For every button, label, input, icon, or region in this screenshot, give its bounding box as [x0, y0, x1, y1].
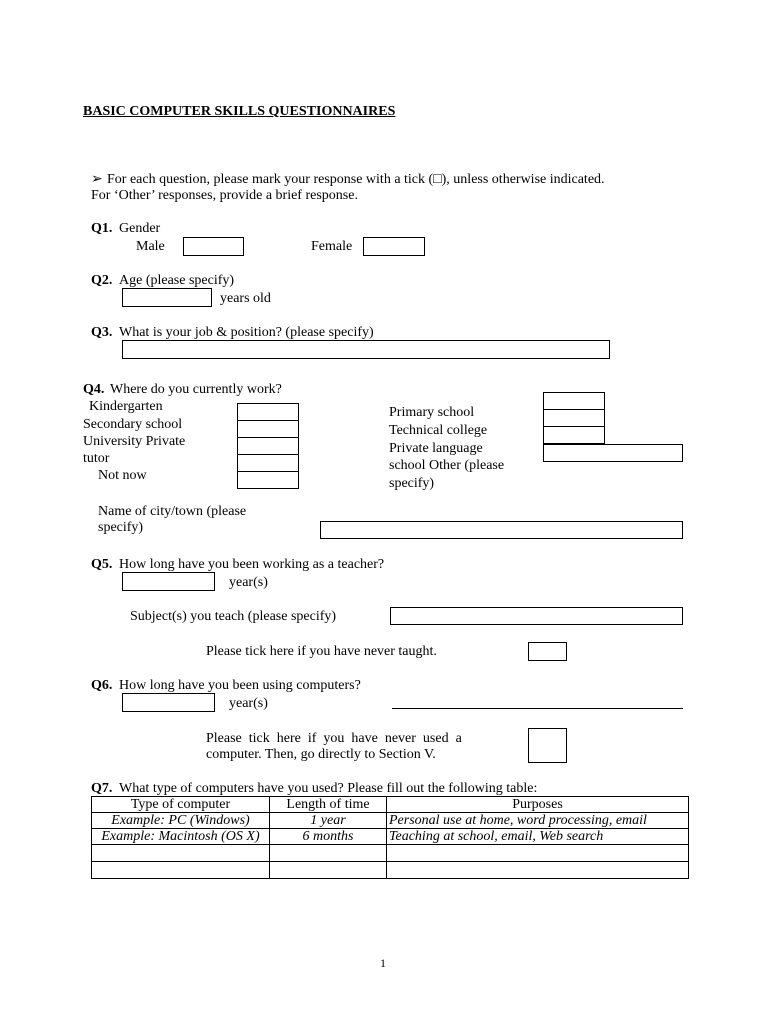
q3-job-input[interactable]	[122, 340, 610, 359]
table-row[interactable]	[92, 845, 689, 862]
q3-number: Q3.	[91, 325, 113, 340]
q6-never-used-line-1: Please tick here if you have never used a	[206, 731, 462, 746]
table-row	[92, 813, 689, 829]
q4-primary-checkbox[interactable]	[543, 392, 605, 410]
table-header-cell: Purposes	[387, 797, 689, 813]
table-cell: Example: Macintosh (OS X)	[92, 829, 270, 845]
table-cell-input[interactable]	[387, 845, 689, 862]
table-cell: 1 year	[270, 813, 387, 829]
q1-male-label: Male	[136, 239, 165, 254]
q4-private-language-checkbox[interactable]	[543, 426, 605, 444]
q4-other-input[interactable]	[543, 444, 683, 462]
q4-university-checkbox[interactable]	[237, 437, 299, 455]
table-header-cell: Length of time	[270, 797, 387, 813]
table-cell-input[interactable]	[92, 862, 270, 879]
table-cell: Example: PC (Windows)	[92, 813, 270, 829]
q7-question: What type of computers have you used? Please fill out the following table:	[119, 781, 538, 796]
q1-number: Q1.	[91, 221, 113, 236]
q6-never-used-line-2: computer. Then, go directly to Section V.	[206, 747, 436, 762]
q2-number: Q2.	[91, 273, 113, 288]
q4-option-secondary: Secondary school	[83, 417, 183, 432]
q4-question: Where do you currently work?	[110, 382, 282, 397]
table-header-row	[92, 797, 689, 813]
q1-question: Gender	[119, 221, 161, 236]
q4-option-kindergarten: Kindergarten	[89, 399, 163, 414]
q5-unit-label: year(s)	[229, 575, 268, 590]
page-number: 1	[380, 956, 386, 970]
table-header-cell: Type of computer	[92, 797, 270, 813]
q5-subject-label: Subject(s) you teach (please specify)	[130, 609, 337, 624]
instruction-bullet: ➢	[91, 172, 103, 187]
table-cell-input[interactable]	[92, 845, 270, 862]
q1-female-checkbox[interactable]	[363, 237, 425, 256]
q5-years-input[interactable]	[122, 572, 215, 591]
q6-question: How long have you been using computers?	[119, 678, 361, 693]
q5-never-taught-checkbox[interactable]	[528, 642, 567, 661]
table-cell: Personal use at home, word processing, email	[387, 813, 689, 829]
q4-number: Q4.	[83, 382, 105, 397]
table-cell-input[interactable]	[387, 862, 689, 879]
q4-option-university-private: University Private	[83, 434, 186, 449]
q2-unit-label: years old	[220, 291, 271, 306]
table-cell-input[interactable]	[270, 845, 387, 862]
q4-private-tutor-checkbox[interactable]	[237, 454, 299, 472]
instruction-line-2: For ‘Other’ responses, provide a brief response.	[91, 188, 358, 203]
q4-option-private-language: Private language	[389, 441, 483, 456]
q6-answer-line	[392, 708, 683, 709]
page-title: BASIC COMPUTER SKILLS QUESTIONNAIRES	[83, 104, 396, 119]
q4-technical-checkbox[interactable]	[543, 409, 605, 427]
q4-option-school-other: school Other (please	[389, 458, 505, 473]
q1-female-label: Female	[311, 239, 353, 254]
computer-usage-table	[91, 796, 689, 879]
q2-question: Age (please specify)	[119, 273, 235, 288]
q4-city-label-2: specify)	[98, 520, 144, 535]
q4-option-primary: Primary school	[389, 405, 475, 420]
table-cell: 6 months	[270, 829, 387, 845]
table-cell-input[interactable]	[270, 862, 387, 879]
table-row[interactable]	[92, 862, 689, 879]
q5-question: How long have you been working as a teacher?	[119, 557, 385, 572]
table-row	[92, 829, 689, 845]
q1-male-checkbox[interactable]	[183, 237, 244, 256]
q4-option-tutor: tutor	[83, 451, 110, 466]
q4-city-input[interactable]	[320, 521, 683, 539]
q5-number: Q5.	[91, 557, 113, 572]
q6-unit-label: year(s)	[229, 696, 268, 711]
q6-number: Q6.	[91, 678, 113, 693]
q6-never-used-checkbox[interactable]	[528, 728, 567, 763]
q4-not-now-checkbox[interactable]	[237, 471, 299, 489]
q4-secondary-checkbox[interactable]	[237, 420, 299, 438]
table-cell: Teaching at school, email, Web search	[387, 829, 689, 845]
q7-number: Q7.	[91, 781, 113, 796]
q5-never-taught-label: Please tick here if you have never taught.	[206, 644, 437, 659]
instruction-line-1: For each question, please mark your response with a tick (□), unless otherwise indicated.	[107, 172, 605, 187]
q2-age-input[interactable]	[122, 288, 212, 307]
q6-years-input[interactable]	[122, 693, 215, 712]
q3-question: What is your job & position? (please specify)	[119, 325, 374, 340]
q4-option-specify: specify)	[389, 476, 435, 491]
q4-option-technical: Technical college	[389, 423, 488, 438]
q4-kindergarten-checkbox[interactable]	[237, 403, 299, 421]
q4-option-not-now: Not now	[98, 468, 147, 483]
q5-subject-input[interactable]	[390, 607, 683, 625]
q4-city-label-1: Name of city/town (please	[98, 504, 247, 519]
